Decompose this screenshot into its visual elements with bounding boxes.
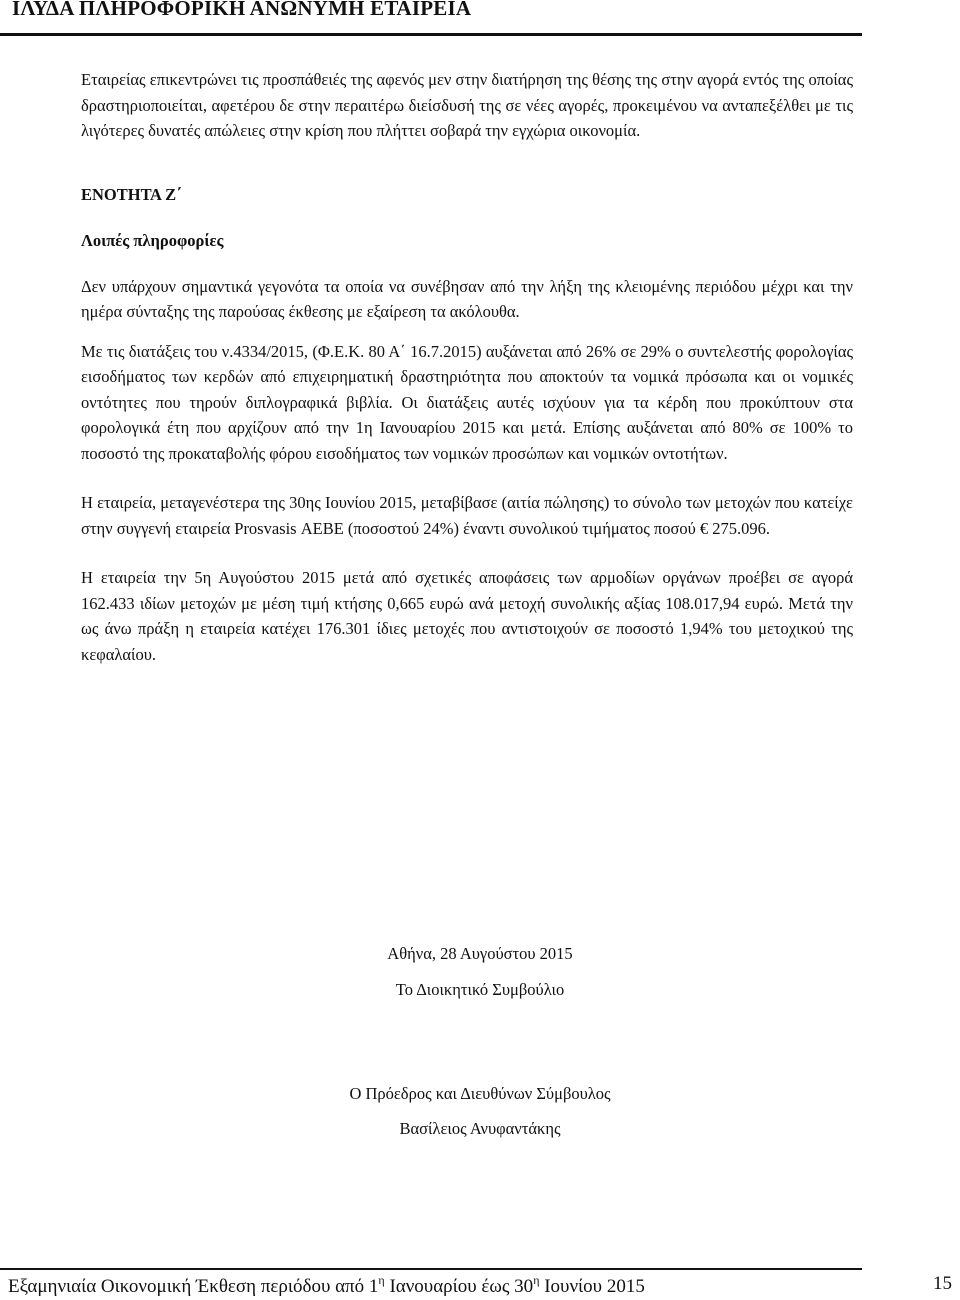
section-heading: ΕΝΟΤΗΤΑ Ζ΄ (81, 184, 182, 204)
document-body (81, 67, 853, 667)
header-divider (0, 33, 862, 36)
signature-board: Το Διοικητικό Συμβούλιο (395, 980, 565, 999)
section-subheading: Λοιπές πληροφορίες (81, 231, 224, 250)
page-number: 15 (933, 1273, 952, 1294)
signature-place-date: Αθήνα, 28 Αυγούστου 2015 (387, 944, 573, 963)
signature-role: Ο Πρόεδρος και Διευθύνων Σύμβουλος (349, 1084, 611, 1103)
paragraph-own-shares: Η εταιρεία την 5η Αυγούστου 2015 μετά από σχετικές αποφάσεις των αρμοδίων οργάνων προέβει σε αγορά 162.433 ιδίων μετοχών με μέση τιμή κτήσης 0,665 ευρώ ανά μετοχή συνολικής αξίας 108.017,94 ευρώ. Μετά την ως άνω πράξη η εταιρεία κατέχει 176.301 ίδιες μετοχές που αντιστοιχούν σε ποσοστό 1,94% του μετοχικού της κεφαλαίου. (81, 568, 853, 664)
intro-paragraph: Εταιρείας επικεντρώνει τις προσπάθειές της αφενός μεν στην διατήρηση της θέσης της στην αγορά εντός της οποίας δραστηριοποιείται, αφετέρου δε στην περαιτέρω διείσδυσή της σε νέες αγορές, προκειμένου να ανταπεξέλθει με τις λιγότερες δυνατές απώλειες στην κρίση που πλήττει σοβαρά την εγχώρια οικονομία. (81, 70, 853, 140)
paragraph-no-events: Δεν υπάρχουν σημαντικά γεγονότα τα οποία να συνέβησαν από την λήξη της κλειομένης περιόδου μέχρι και την ημέρα σύνταξης της παρούσας έκθεσης με εξαίρεση τα ακόλουθα. (81, 276, 853, 321)
footer-divider (0, 1268, 862, 1270)
document-header-title: ΙΛΥΔΑ ΠΛΗΡΟΦΟΡΙΚΗ ΑΝΩΝΥΜΗ ΕΤΑΙΡΕΙΑ (12, 0, 472, 20)
footer-title: Εξαμηνιαία Οικονομική Έκθεση περιόδου από $1^\eta$ Ιανουαρίου έως $30^\eta$ Ιουνίου 2015 (8, 1273, 645, 1297)
paragraph-tax-law: Με τις διατάξεις του ν.4334/2015, (Φ.Ε.Κ. 80 Α΄ 16.7.2015) αυξάνεται από 26% σε 29% ο συντελεστής φορολογίας εισοδήματος των κερδών από επιχειρηματική δραστηριότητα που αποκτούν τα νομικά πρόσωπα και οι νομικές οντότητες που τηρούν διπλογραφικά βιβλία. Οι διατάξεις αυτές ισχύουν για τα κέρδη που προκύπτουν στα φορολογικά έτη που αρχίζουν από την 1η Ιανουαρίου 2015 και μετά. Επίσης αυξάνεται από 80% σε 100% το ποσοστό της προκαταβολής φόρου εισοδήματος των νομικών προσώπων και νομικών οντοτήτων. (81, 341, 853, 463)
signature-name: Βασίλειος Ανυφαντάκης (399, 1119, 561, 1138)
paragraph-share-transfer: Η εταιρεία, μεταγενέστερα της 30ης Ιουνίου 2015, μεταβίβασε (αιτία πώλησης) το σύνολο των μετοχών που κατείχε στην συγγενή εταιρεία Prosvasis ΑΕΒΕ (ποσοστού 24%) έναντι συνολικού τιμήματος ποσού € 275.096. (81, 493, 853, 538)
